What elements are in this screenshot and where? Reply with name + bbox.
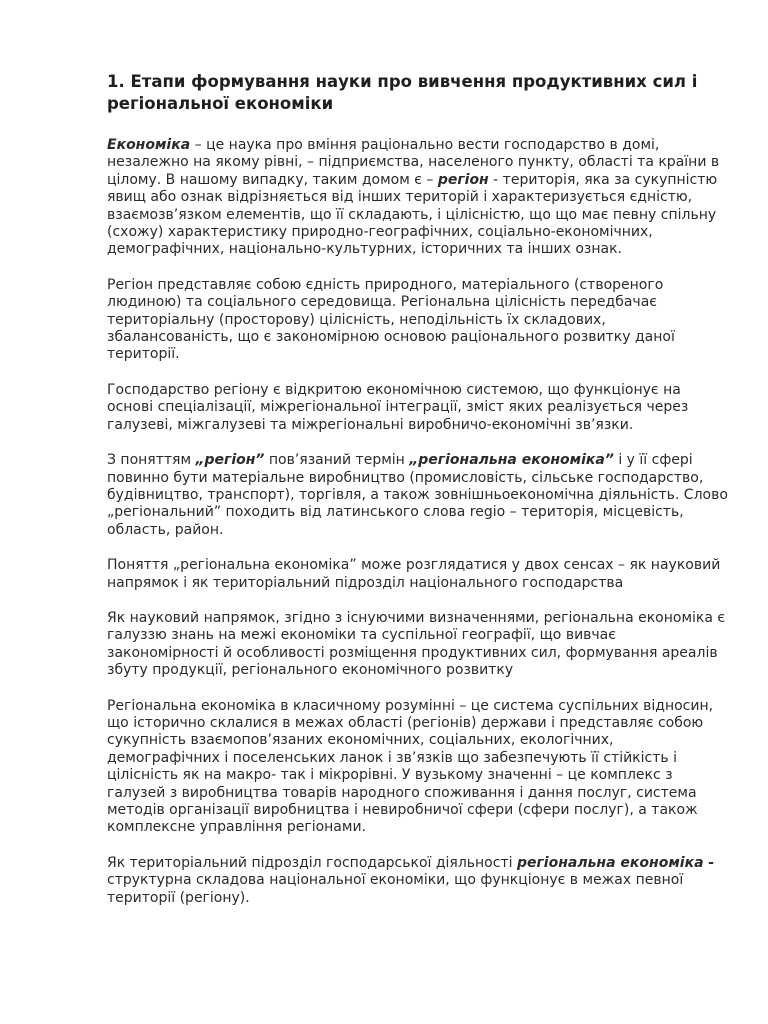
paragraph-text: структурна складова національної економіки, що функціонує в межах певної території (регіону). <box>107 872 684 906</box>
paragraph-region-term <box>107 452 728 539</box>
paragraph-text: і у її сфері повинно бути матеріальне виробництво (промисловість, сільське господарство, будівництво, транспорт), торгівля, а також зовнішньоекономічна діяльність. Слово „регіональний” походить від латинського слова regio – територія, місцевість, область, район. <box>107 452 728 538</box>
paragraph-text: Як територіальний підрозділ господарської діяльності <box>107 854 517 871</box>
paragraph-economy-definition <box>107 137 728 259</box>
paragraph-regional-economy-system: Господарство регіону є відкритою економічною системою, що функціонує на основі спеціалізації, міжрегіональної інтеграції, зміст яких реалізується через галузеві, міжгалузеві та міжрегіональні виробничо-економічні зв’язки. <box>107 381 689 433</box>
term-region: регіон <box>437 171 489 188</box>
paragraph-region-unity: Регіон представляє собою єдність природного, матеріального (створеного людиною) та соціального середовища. Регіональна цілісність передбачає територіальну (просторову) цілісність, неподільність їх складових, збалансованість, що є закономірною основою раціонального розвитку даної території. <box>107 276 675 363</box>
paragraph-text: – це наука про вміння раціонально вести господарство в домі, незалежно на якому рівні, – підприємства, населеного пункту, області та країни в цілому. В нашому випадку, таким домом є – <box>107 137 720 188</box>
paragraph-text: З поняттям <box>107 452 196 469</box>
paragraph-text: пов’язаний термін <box>264 452 410 469</box>
paragraph-scientific-direction: Як науковий напрямок, згідно з існуючими визначеннями, регіональна економіка є галуззю знань на межі економіки та суспільної географії, що вивчає закономірності й особливості розміщення продуктивних сил, формування ареалів збуту продукції, регіонального економічного розвитку <box>107 609 726 679</box>
paragraph-territorial-unit <box>107 855 728 907</box>
paragraph-text: - територія, яка за сукупністю явищ або ознак відрізняється від інших територій і характеризується єдністю, взаємозв’язком елементів, що її складають, і цілісністю, що що має певну спільну (схожу) характеристику природно-географічних, соціально-економічних, демографічних, національно-культурних, історичних та інших ознак. <box>107 171 718 258</box>
term-economy: Економіка <box>107 137 191 153</box>
term-region-quoted: „регіон” <box>195 452 265 469</box>
document-title: 1. Етапи формування науки про вивчення продуктивних сил і регіональної економіки <box>107 72 698 113</box>
term-regional-economy: регіональна економіка - <box>516 854 715 871</box>
paragraph-two-senses: Поняття „регіональна економіка” може розглядатися у двох сенсах – як науковий напрямок і як територіальний підрозділ національного господарства <box>107 557 721 591</box>
term-regional-economy-quoted: „регіональна економіка” <box>409 452 614 469</box>
paragraph-classical-meaning: Регіональна економіка в класичному розумінні – це система суспільних відносин, що історично склалися в межах області (регіонів) держави і представляє собою сукупність взаємопов’язаних економічних, соціальних, екологічних, демографічних і поселенських ланок і зв’язків що забезпечують її стійкість і цілісність як на макро- так і мікрорівні. У вузькому значенні – це комплекс з галузей з виробництва товарів народного споживання і дання послуг, система методів організації виробництва і невиробничої сфери (сфери послуг), а також комплексне управління регіонами. <box>107 697 714 836</box>
